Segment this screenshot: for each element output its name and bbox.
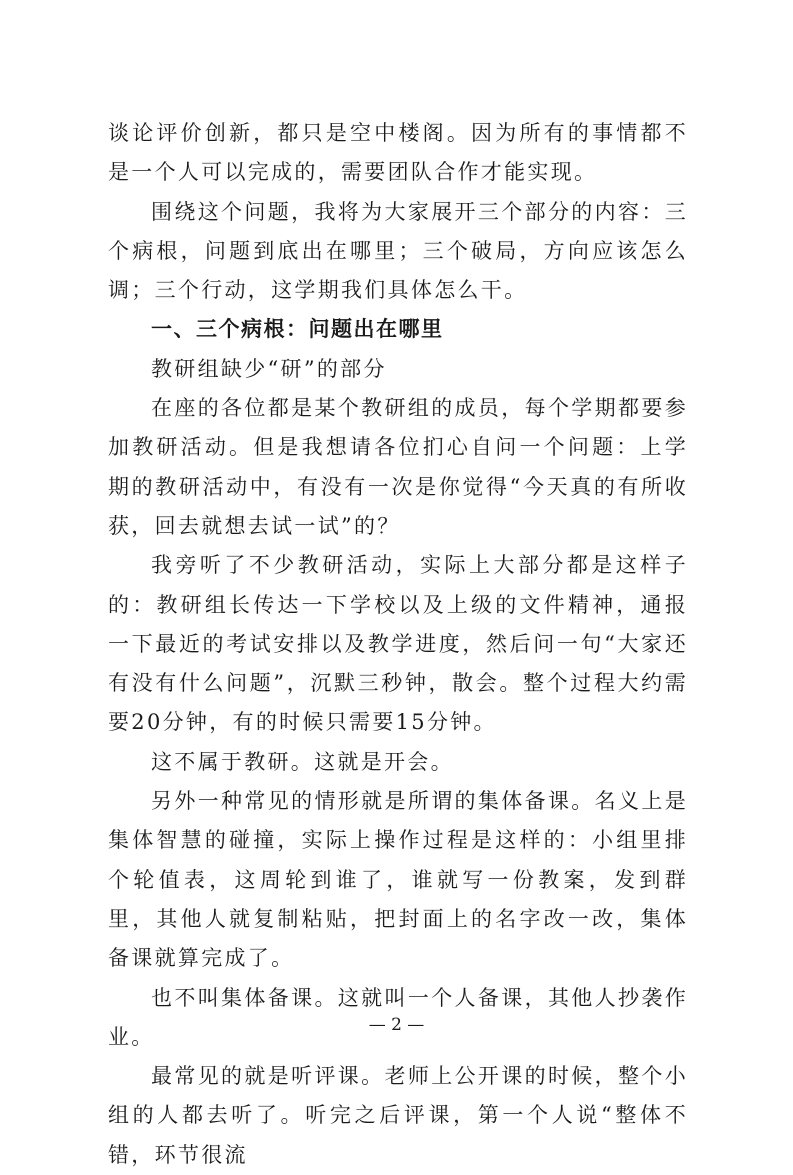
paragraph: 另外一种常见的情形就是所谓的集体备课。名义上是集体智慧的碰撞，实际上操作过程是这样的：小组里排个轮值表，这周轮到谁了，谁就写一份教案，发到群里，其他人就复制粘贴，把封面上的名字改一改，集体备课就算完成了。 (108, 789, 688, 971)
section-heading: 一、三个病根：问题出在哪里 (151, 317, 444, 342)
page-number: — 2 — (368, 1015, 425, 1035)
paragraph: 围绕这个问题，我将为大家展开三个部分的内容：三个病根，问题到底出在哪里；三个破局，方向应该怎么调；三个行动，这学期我们具体怎么干。 (108, 199, 688, 303)
paragraph: 在座的各位都是某个教研组的成员，每个学期都要参加教研活动。但是我想请各位扪心自问一个问题：上学期的教研活动中，有没有一次是你觉得“今天真的有所收获，回去就想去试一试”的？ (108, 396, 688, 538)
paragraph: 也不叫集体备课。这就叫一个人备课，其他人抄袭作业。 (108, 985, 688, 1049)
paragraph: 这不属于教研。这就是开会。 (151, 749, 454, 774)
paragraph: 最常见的就是听评课。老师上公开课的时候，整个小组的人都去听了。听完之后评课，第一个人说“整体不错，环节很流 (108, 1064, 688, 1167)
subsection-title: 教研组缺少“研”的部分 (151, 356, 387, 381)
paragraph: 我旁听了不少教研活动，实际上大部分都是这样子的：教研组长传达一下学校以及上级的文件精神，通报一下最近的考试安排以及教学进度，然后问一句“大家还有没有什么问题”，沉默三秒钟，散会。整个过程大约需要20分钟，有的时候只需要15分钟。 (108, 553, 688, 735)
paragraph: 谈论评价创新，都只是空中楼阁。因为所有的事情都不是一个人可以完成的，需要团队合作才能实现。 (108, 121, 688, 185)
